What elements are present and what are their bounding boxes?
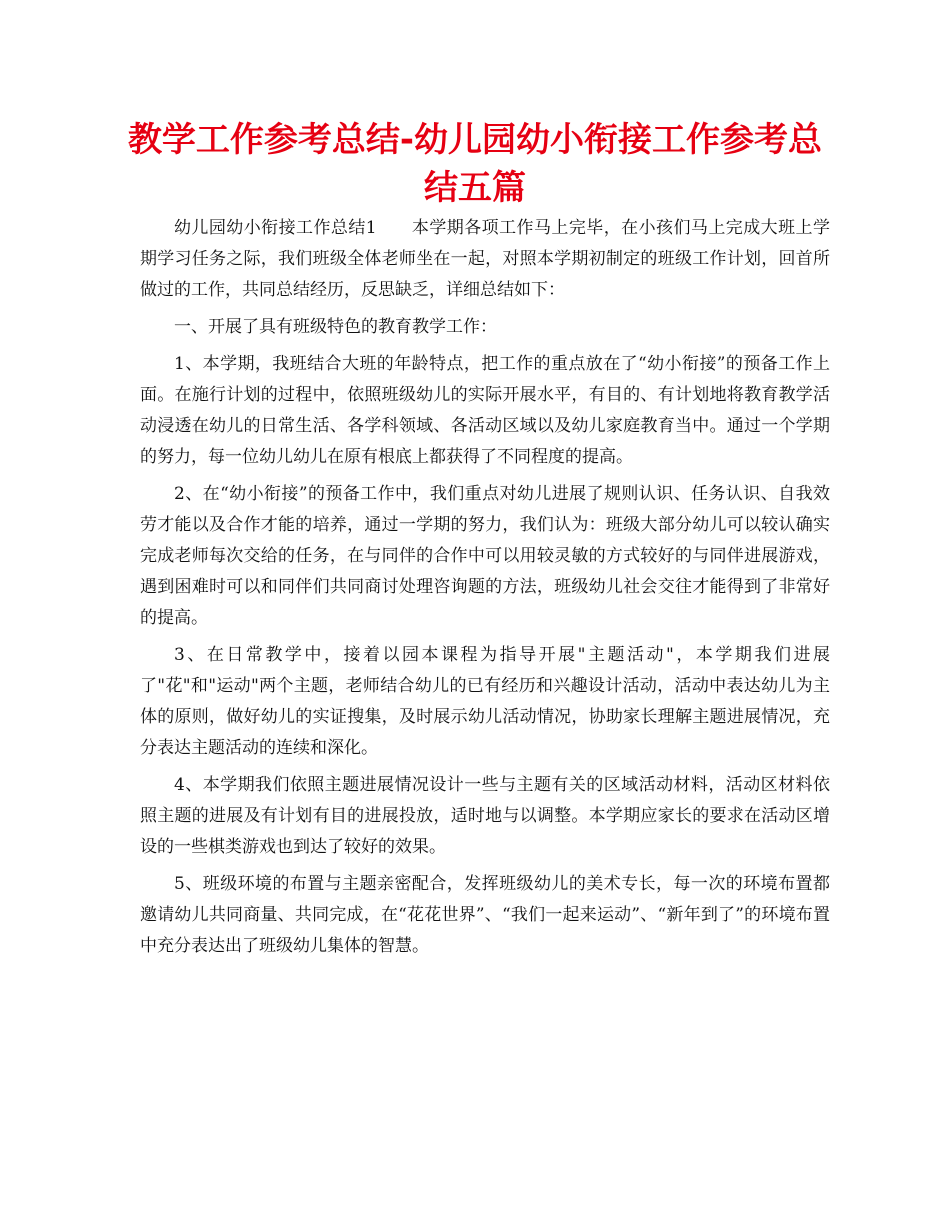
paragraph-item-5: 5、班级环境的布置与主题亲密配合，发挥班级幼儿的美术专长，每一次的环境布置都邀请幼儿共同商量、共同完成，在“花花世界”、“我们一起来运动”、“新年到了”的环境布置中充分表达出了班级幼儿集体的智慧。 xyxy=(140,874,830,956)
document-body xyxy=(140,213,830,962)
paragraph-section-heading: 一、开展了具有班级特色的教育教学工作： xyxy=(174,317,497,337)
document-title: 教学工作参考总结-幼儿园幼小衔接工作参考总结五篇 xyxy=(127,120,823,208)
paragraph-intro: 幼儿园幼小衔接工作总结1 本学期各项工作马上完毕，在小孩们马上完成大班上学期学习任务之际，我们班级全体老师坐在一起，对照本学期初制定的班级工作计划，回首所做过的工作，共同总结经历，反思缺乏，详细总结如下： xyxy=(140,218,830,300)
paragraph-item-4: 4、本学期我们依照主题进展情况设计一些与主题有关的区域活动材料，活动区材料依照主题的进展及有计划有目的进展投放，适时地与以调整。本学期应家长的要求在活动区增设的一些棋类游戏也到达了较好的效果。 xyxy=(140,775,830,857)
paragraph-item-1: 1、本学期，我班结合大班的年龄特点，把工作的重点放在了“幼小衔接”的预备工作上面。在施行计划的过程中，依照班级幼儿的实际开展水平，有目的、有计划地将教育教学活动浸透在幼儿的日常生活、各学科领域、各活动区域以及幼儿家庭教育当中。通过一个学期的努力，每一位幼儿幼儿在原有根底上都获得了不同程度的提高。 xyxy=(140,354,830,467)
paragraph-item-2: 2、在“幼小衔接”的预备工作中，我们重点对幼儿进展了规则认识、任务认识、自我效劳才能以及合作才能的培养，通过一学期的努力，我们认为：班级大部分幼儿可以较认确实完成老师每次交给的任务，在与同伴的合作中可以用较灵敏的方式较好的与同伴进展游戏，遇到困难时可以和同伴们共同商讨处理咨询题的方法，班级幼儿社会交往才能得到了非常好的提高。 xyxy=(140,484,830,628)
paragraph-item-3: 3、在日常教学中，接着以园本课程为指导开展"主题活动"，本学期我们进展了"花"和"运动"两个主题，老师结合幼儿的已有经历和兴趣设计活动，活动中表达幼儿为主体的原则，做好幼儿的实证搜集，及时展示幼儿活动情况，协助家长理解主题进展情况，充分表达主题活动的连续和深化。 xyxy=(140,645,830,758)
